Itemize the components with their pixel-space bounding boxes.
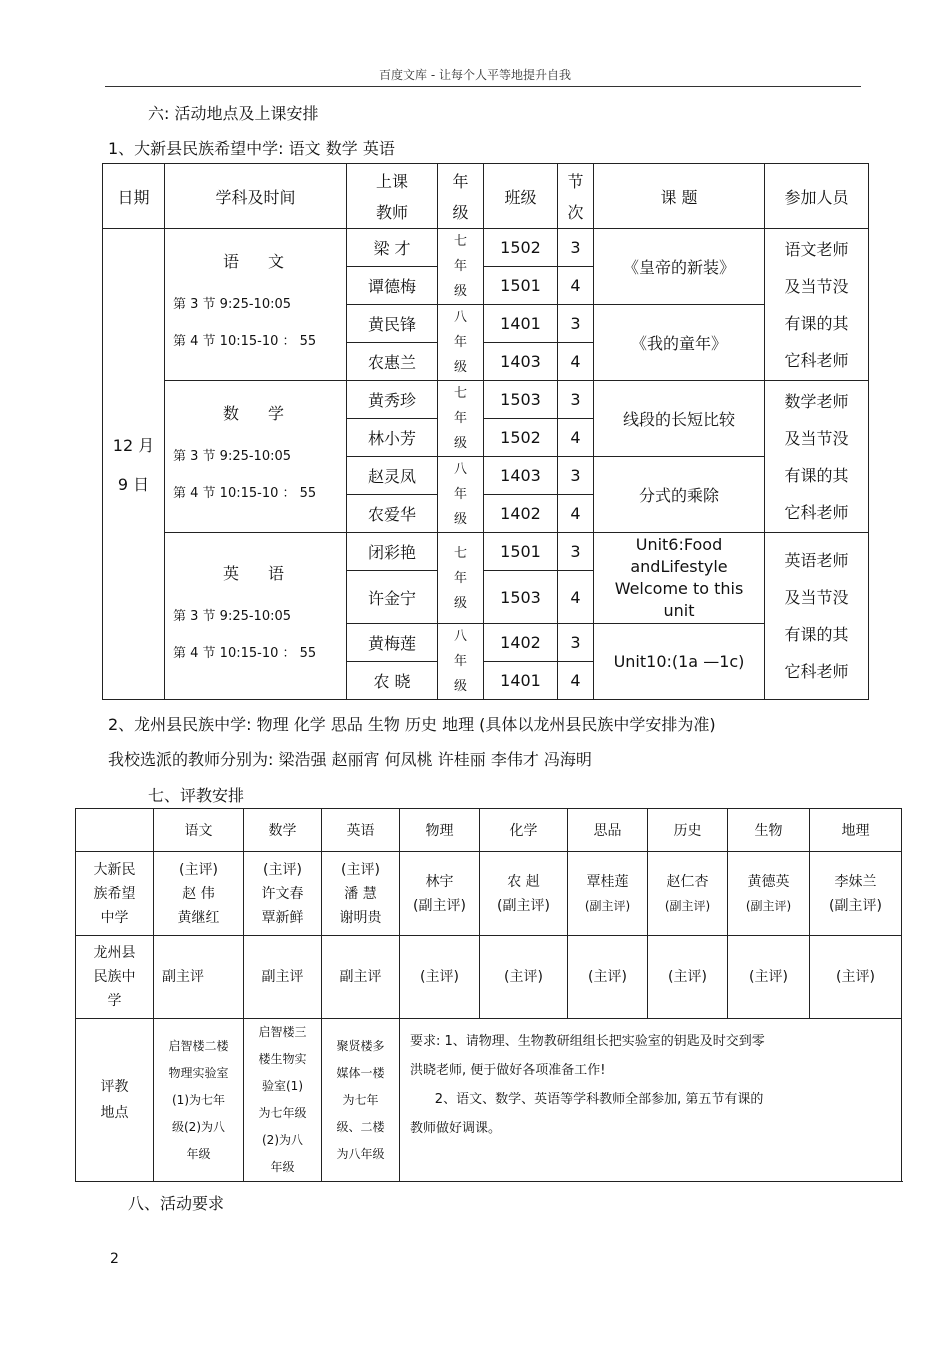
period-cell: 3: [558, 457, 594, 495]
evaluator-cell: (主评): [568, 936, 648, 1019]
subject-cell: 英 语 第 3 节 9:25-10:05 第 4 节 10:15-10 ： 55: [165, 533, 347, 700]
subject-header: 生物: [728, 809, 810, 852]
subject-header: 历史: [648, 809, 728, 852]
eval-header-row: [76, 809, 902, 852]
period-cell: 4: [558, 419, 594, 457]
section6-title: 六: 活动地点及上课安排: [148, 104, 319, 123]
subject-header: 思品: [568, 809, 648, 852]
eval-row-location: [76, 1019, 902, 1182]
teacher-cell: 黄民锋: [347, 305, 438, 343]
requirements-cell: [400, 1019, 902, 1182]
evaluation-table: [75, 808, 902, 1182]
evaluator-cell: (主评) 潘 慧 谢明贵: [322, 852, 400, 936]
evaluator-cell: 副主评: [244, 936, 322, 1019]
evaluator-cell: (主评): [728, 936, 810, 1019]
teacher-cell: 赵灵凤: [347, 457, 438, 495]
class-cell: 1501: [484, 533, 558, 571]
teacher-cell: 农惠兰: [347, 343, 438, 381]
participants-cell: 数学老师 及当节没 有课的其 它科老师: [765, 381, 869, 533]
period-cell: 4: [558, 267, 594, 305]
col-teacher: 上课 教师: [347, 164, 438, 229]
topic-cell: 《皇帝的新装》: [594, 229, 765, 305]
class-cell: 1403: [484, 343, 558, 381]
subject-header: 数学: [244, 809, 322, 852]
subject-header: 物理: [400, 809, 480, 852]
location-cell: 启智楼三 楼生物实 验室(1) 为七年级 (2)为八 年级: [244, 1019, 322, 1182]
period-cell: 3: [558, 624, 594, 662]
row-label: 评教 地点: [76, 1019, 154, 1182]
subject-header: 语文: [154, 809, 244, 852]
schedule-table: [102, 163, 869, 700]
subject-header: 化学: [480, 809, 568, 852]
class-cell: 1403: [484, 457, 558, 495]
evaluator-cell: (主评): [810, 936, 902, 1019]
subject-header: 英语: [322, 809, 400, 852]
class-cell: 1501: [484, 267, 558, 305]
period-cell: 3: [558, 305, 594, 343]
row-label: 大新民 族希望 中学: [76, 852, 154, 936]
subject-cell: 语 文 第 3 节 9:25-10:05 第 4 节 10:15-10 ： 55: [165, 229, 347, 381]
requirement-line: 洪晓老师, 便于做好各项准备工作!: [410, 1063, 606, 1078]
col-period: 节 次: [558, 164, 594, 229]
teacher-cell: 农 晓: [347, 662, 438, 700]
table-row: [103, 229, 869, 267]
class-cell: 1402: [484, 495, 558, 533]
eval-row-daxin: [76, 852, 902, 936]
col-participants: 参加人员: [765, 164, 869, 229]
section7-title: 七、评教安排: [148, 786, 245, 805]
grade-cell: 七 年 级: [438, 229, 484, 305]
period-cell: 4: [558, 571, 594, 624]
evaluator-cell: 黄德英 (副主评): [728, 852, 810, 936]
period-cell: 4: [558, 495, 594, 533]
topic-cell: 《我的童年》: [594, 305, 765, 381]
section8-title: 八、活动要求: [128, 1194, 225, 1213]
grade-cell: 八 年 级: [438, 457, 484, 533]
schedule-header-row: [103, 164, 869, 229]
evaluator-cell: 林宇 (副主评): [400, 852, 480, 936]
col-class: 班级: [484, 164, 558, 229]
teacher-cell: 黄梅莲: [347, 624, 438, 662]
eval-row-longzhou: [76, 936, 902, 1019]
period-cell: 4: [558, 662, 594, 700]
topic-cell: 分式的乘除: [594, 457, 765, 533]
topic-cell: Unit6:Food andLifestyle Welcome to this unit: [594, 533, 765, 624]
teacher-cell: 农爱华: [347, 495, 438, 533]
grade-cell: 七 年 级: [438, 381, 484, 457]
col-grade: 年 级: [438, 164, 484, 229]
period-cell: 3: [558, 381, 594, 419]
school1-line: 1、大新县民族希望中学: 语文 数学 英语: [108, 139, 395, 158]
evaluator-cell: (主评): [480, 936, 568, 1019]
grade-cell: 八 年 级: [438, 305, 484, 381]
row-label: 龙州县 民族中 学: [76, 936, 154, 1019]
evaluator-cell: 副主评: [322, 936, 400, 1019]
col-date: 日期: [103, 164, 165, 229]
class-cell: 1402: [484, 624, 558, 662]
evaluator-cell: 覃桂莲 (副主评): [568, 852, 648, 936]
selected-teachers-line: 我校选派的教师分别为: 梁浩强 赵丽宵 何凤桃 许桂丽 李伟才 冯海明: [108, 750, 592, 769]
subject-cell: 数 学 第 3 节 9:25-10:05 第 4 节 10:15-10 ： 55: [165, 381, 347, 533]
period-cell: 4: [558, 343, 594, 381]
evaluator-cell: 副主评: [154, 936, 244, 1019]
participants-cell: 英语老师 及当节没 有课的其 它科老师: [765, 533, 869, 700]
teacher-cell: 谭德梅: [347, 267, 438, 305]
subject-header: 地理: [810, 809, 902, 852]
requirement-line: 要求: 1、请物理、生物教研组组长把实验室的钥匙及时交到零: [410, 1034, 765, 1049]
grade-cell: 七 年 级: [438, 533, 484, 624]
table-row: [103, 533, 869, 571]
page-header: 百度文库 - 让每个人平等地提升自我: [379, 68, 571, 82]
class-cell: 1502: [484, 419, 558, 457]
class-cell: 1503: [484, 571, 558, 624]
teacher-cell: 黄秀珍: [347, 381, 438, 419]
page-number: 2: [110, 1251, 119, 1267]
requirement-line: 2、语文、数学、英语等学科教师全部参加, 第五节有课的: [410, 1092, 764, 1107]
school2-line: 2、龙州县民族中学: 物理 化学 思品 生物 历史 地理 (具体以龙州县民族中学安排为准): [108, 715, 716, 734]
grade-cell: 八 年 级: [438, 624, 484, 700]
col-topic: 课 题: [594, 164, 765, 229]
topic-cell: 线段的长短比较: [594, 381, 765, 457]
topic-cell: Unit10:(1a —1c): [594, 624, 765, 700]
period-cell: 3: [558, 229, 594, 267]
evaluator-cell: (主评): [400, 936, 480, 1019]
evaluator-cell: (主评) 许文春 覃新鲜: [244, 852, 322, 936]
evaluator-cell: 李妹兰 (副主评): [810, 852, 902, 936]
location-cell: 聚贤楼多 媒体一楼 为七年 级、二楼 为八年级: [322, 1019, 400, 1182]
requirement-line: 教师做好调课。: [410, 1121, 502, 1136]
evaluator-cell: 农 赳 (副主评): [480, 852, 568, 936]
location-cell: 启智楼二楼 物理实验室 (1)为七年 级(2)为八 年级: [154, 1019, 244, 1182]
evaluator-cell: 赵仁杏 (副主评): [648, 852, 728, 936]
header-rule: [105, 86, 861, 87]
class-cell: 1502: [484, 229, 558, 267]
teacher-cell: 闭彩艳: [347, 533, 438, 571]
table-row: [103, 381, 869, 419]
col-subject-time: 学科及时间: [165, 164, 347, 229]
date-cell: 12 月 9 日: [103, 229, 165, 700]
teacher-cell: 梁 才: [347, 229, 438, 267]
period-cell: 3: [558, 533, 594, 571]
class-cell: 1401: [484, 662, 558, 700]
corner-cell: [76, 809, 154, 852]
teacher-cell: 林小芳: [347, 419, 438, 457]
class-cell: 1401: [484, 305, 558, 343]
teacher-cell: 许金宁: [347, 571, 438, 624]
class-cell: 1503: [484, 381, 558, 419]
participants-cell: 语文老师 及当节没 有课的其 它科老师: [765, 229, 869, 381]
evaluator-cell: (主评): [648, 936, 728, 1019]
evaluator-cell: (主评) 赵 伟 黄继红: [154, 852, 244, 936]
